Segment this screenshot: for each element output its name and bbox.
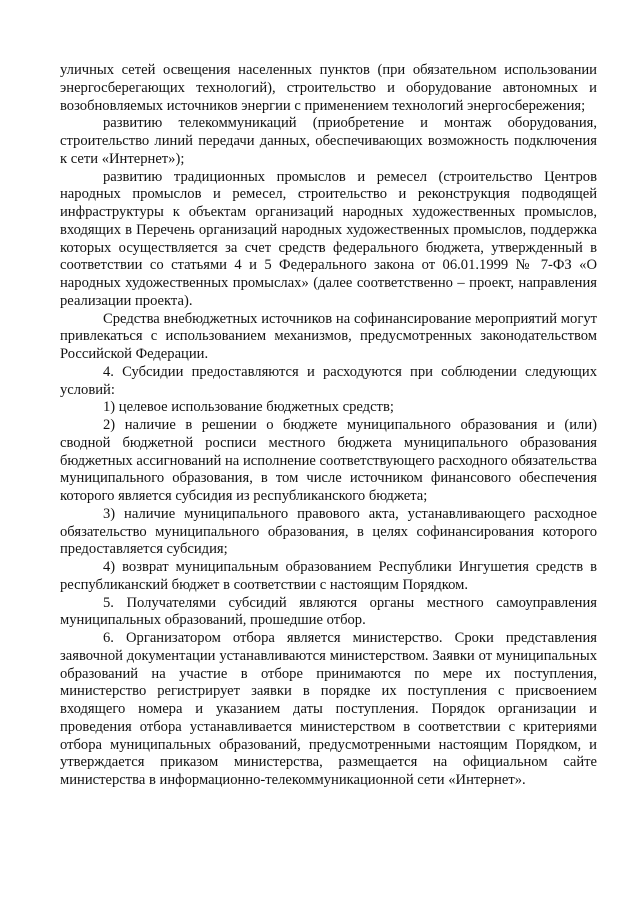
paragraph-street-lighting: уличных сетей освещения населенных пунктов (при обязательном использовании энергосберегающих технологий), строительство и оборудование автономных и возобновляемых источников энергии с применением технологий энергосбережения; [60,62,597,114]
list-item-condition-2: 2) наличие в решении о бюджете муниципального образования и (или) сводной бюджетной росписи местного бюджета муниципального образования бюджетных ассигнований на исполнение соответствующего расходного обязательства муниципального образования, в том числе источником финансового обеспечения которого является субсидия из республиканского бюджета; [60,417,597,504]
document-page [60,62,597,790]
list-item-condition-3: 3) наличие муниципального правового акта, устанавливающего расходное обязательство муниципального образования, в целях софинансирования которого предоставляется субсидия; [60,505,597,558]
paragraph-traditional-crafts: развитию традиционных промыслов и ремесел (строительство Центров народных промыслов и ремесел, строительство и реконструкция подводящей инфраструктуры к объектам организаций народных художественных промыслов, входящих в Перечень организаций народных художественных промыслов, поддержка которых осуществляется за счет средств федерального бюджета, утвержденный в соответствии со статьями 4 и 5 Федерального закона от 06.01.1999 № 7-ФЗ «О народных художественных промыслах» (далее соответственно – проект, направления реализации проекта). [60,168,597,309]
paragraph-extrabudgetary-funds: Средства внебюджетных источников на софинансирование мероприятий могут привлекаться с использованием механизмов, предусмотренных законодательством Российской Федерации. [60,310,597,362]
paragraph-subsidy-conditions: 4. Субсидии предоставляются и расходуются при соблюдении следующих условий: [60,363,597,398]
paragraph-telecommunications: развитию телекоммуникаций (приобретение и монтаж оборудования, строительство линий передачи данных, обеспечивающих возможность подключения к сети «Интернет»); [60,115,597,167]
list-item-condition-4: 4) возврат муниципальным образованием Республики Ингушетия средств в республиканский бюджет в соответствии с настоящим Порядком. [60,559,597,593]
list-item-condition-1: 1) целевое использование бюджетных средств; [103,399,394,416]
paragraph-subsidy-recipients: 5. Получателями субсидий являются органы местного самоуправления муниципальных образований, прошедшие отбор. [60,594,597,629]
paragraph-selection-organizer: 6. Организатором отбора является министерство. Сроки представления заявочной документации устанавливаются министерством. Заявки от муниципальных образований на участие в отборе принимаются по мере их поступления, министерство регистрирует заявки в порядке их поступления с присвоением входящего номера и указанием даты поступления. Порядок организации и проведения отбора устанавливается министерством в соответствии с критериями отбора муниципальных образований, предусмотренными настоящим Порядком, и утверждается приказом министерства, размещается на официальном сайте министерства в информационно-телекоммуникационной сети «Интернет». [60,630,597,788]
